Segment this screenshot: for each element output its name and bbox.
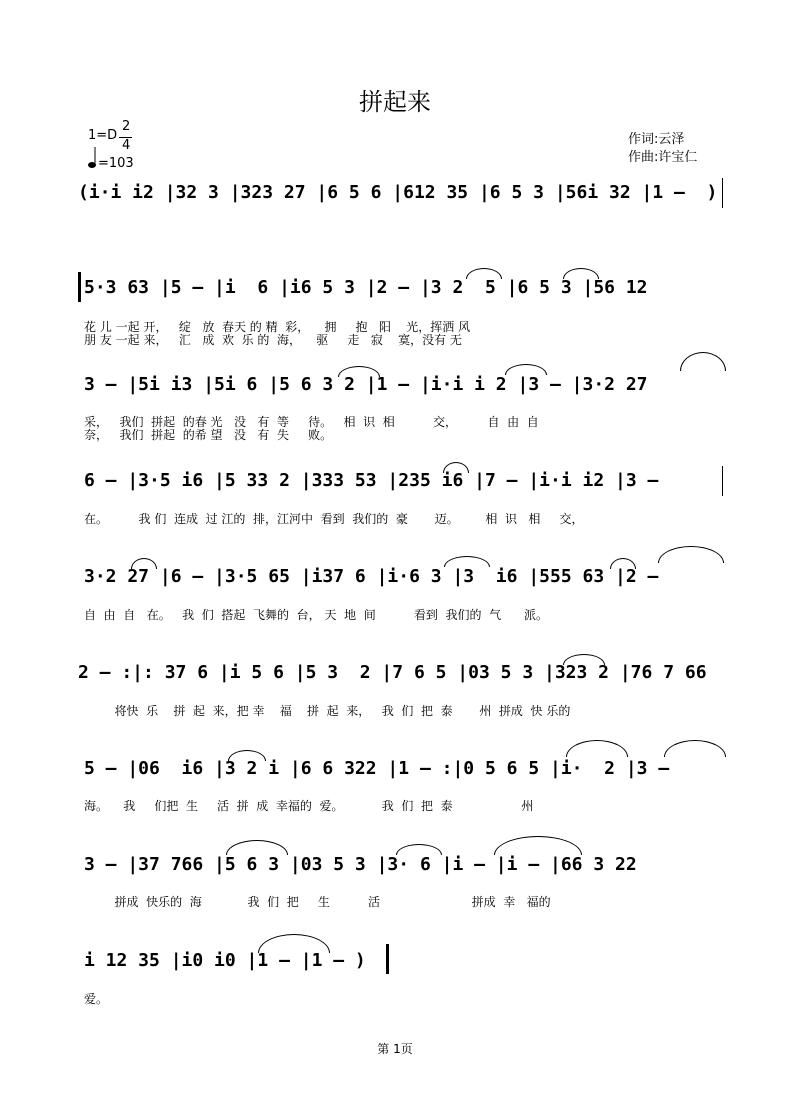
lyrics-row-8: 拼成 快乐的 海 我 们 把 生 活 拼成 幸 福的: [84, 895, 551, 909]
slur: [258, 934, 330, 953]
slur: [396, 844, 442, 855]
slur: [664, 740, 726, 757]
slur: [563, 654, 605, 665]
time-signature-bottom: 4: [122, 138, 131, 153]
composer-credit: 作曲:许宝仁: [628, 150, 698, 165]
lyrics-row-3-verse-1: 采， 我们 拼起 的春 光 没 有 等 待。 相 识 相 交， 自 由 自: [84, 415, 539, 429]
page-number: 第 1页: [377, 1042, 413, 1056]
slur: [338, 366, 380, 377]
score-row-9: i 12 35 |i0 i0 |1 – |1 – ): [84, 950, 366, 971]
slur: [443, 462, 469, 473]
lyrics-row-3-verse-2: 奈， 我们 拼起 的希 望 没 有 失 败。: [84, 428, 333, 442]
quarter-note-icon: [87, 146, 97, 174]
time-signature-top: 2: [122, 119, 131, 134]
lyricist-credit: 作词:云泽: [628, 132, 685, 147]
lyrics-row-2-verse-1: 花 儿 一起 开， 绽 放 春天 的 精 彩， 拥 抱 阳 光，挥洒 风: [84, 320, 471, 334]
slur: [228, 750, 266, 761]
slur: [680, 352, 726, 371]
score-row-3: 3 – |5i i3 |5i 6 |5 6 3 2 |1 – |i·i i 2 |3 – |3·2 27: [84, 374, 648, 395]
barline: [722, 466, 723, 496]
slur: [494, 836, 582, 855]
score-row-5: 3·2 27 |6 – |3·5 65 |i37 6 |i·6 3 |3 i6 |555 63 |2 –: [84, 566, 659, 587]
lyrics-row-9: 爱。: [84, 992, 109, 1006]
lyrics-row-5: 自 由 自 在。 我 们 搭起 飞舞的 台， 天 地 间 看到 我们的 气 派。: [84, 608, 549, 622]
slur: [505, 364, 547, 375]
score-row-6: 2 – :|: 37 6 |i 5 6 |5 3 2 |7 6 5 |03 5 3 |323 2 |76 7 66: [78, 662, 707, 683]
lyrics-row-4: 在。 我 们 连成 过 江的 排，江河中 看到 我们的 豪 迈。 相 识 相 交，: [84, 512, 584, 526]
score-row-7: 5 – |06 i6 |3 2 i |6 6 322 |1 – :|0 5 6 5 |i· 2 |3 –: [84, 758, 670, 779]
slur: [131, 558, 157, 569]
score-row-1: (i·i i2 |32 3 |323 27 |6 5 6 |612 35 |6 5 3 |56i 32 |1 – ): [78, 182, 718, 203]
tempo-marking: =103: [98, 156, 134, 171]
slur: [466, 268, 502, 279]
song-title: 拼起来: [359, 88, 431, 116]
slur: [444, 556, 490, 567]
slur: [563, 268, 599, 279]
lyrics-row-7: 海。 我 们把 生 活 拼 成 幸福的 爱。 我 们 把 泰 州: [84, 799, 534, 813]
repeat-start-barline: [78, 272, 81, 302]
barline: [722, 178, 723, 208]
score-row-4: 6 – |3·5 i6 |5 33 2 |333 53 |235 i6 |7 – |i·i i2 |3 –: [84, 470, 659, 491]
slur: [566, 740, 628, 757]
lyrics-row-2-verse-2: 朋 友 一起 来， 汇 成 欢 乐 的 海， 驱 走 寂 寞，没有 无: [84, 333, 462, 347]
slur: [226, 840, 288, 855]
end-barline: [386, 944, 389, 974]
key-signature: 1=D: [88, 128, 118, 143]
slur: [610, 558, 636, 569]
score-row-2: 5·3 63 |5 – |i 6 |i6 5 3 |2 – |3 2 5 |6 5 3 |56 12: [84, 277, 648, 298]
slur: [658, 546, 724, 563]
score-row-8: 3 – |37 766 |5 6 3 |03 5 3 |3· 6 |i – |i – |66 3 22: [84, 854, 637, 875]
lyrics-row-6: 将快 乐 拼 起 来，把 幸 福 拼 起 来， 我 们 把 泰 州 拼成 快 乐的: [84, 704, 571, 718]
